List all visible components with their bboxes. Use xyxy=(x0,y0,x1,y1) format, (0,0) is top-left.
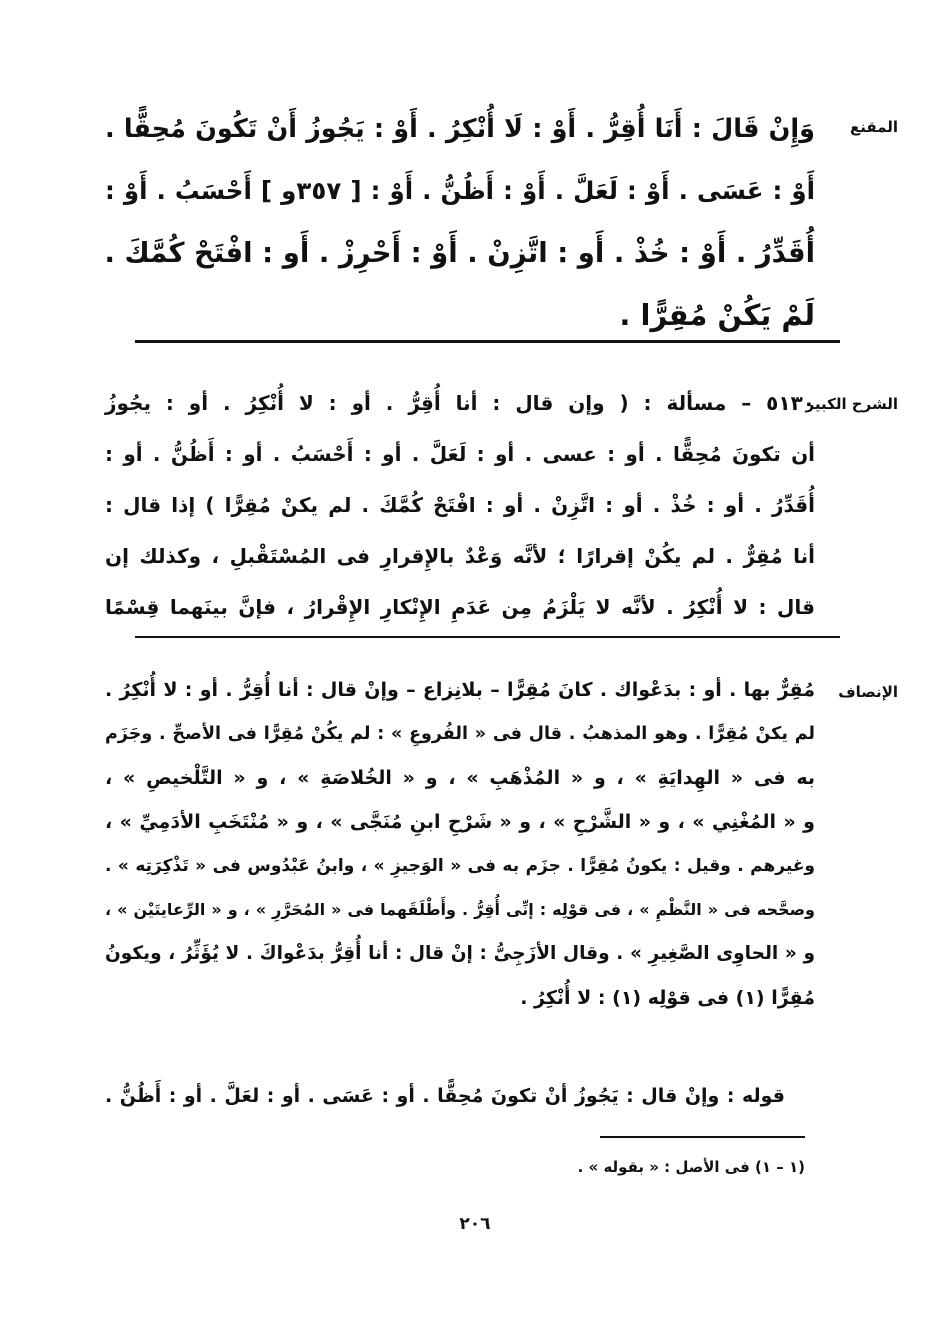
muqni-text xyxy=(105,98,815,346)
section-divider xyxy=(135,636,840,638)
qawluh-text xyxy=(105,1074,815,1118)
footnote: (١ – ١) فى الأصل : « بقوله » . xyxy=(577,1158,805,1176)
insaf-line: مُقِرٌّ بها . أو : بدَعْواك . كانَ مُقِرًّا – بلانِزاع – وإنْ قال : أنا أُقِرُّ . أو : لا أُنْكِرُ . xyxy=(105,679,815,701)
sharh-line: أن تكونَ مُحِقًّا . أو : عسى . أو : لَعَلَّ . أو : أَحْسَبُ . أو : أَظُنُّ . أو : xyxy=(105,442,815,466)
insaf-line: مُقِرًّا (١) فى قوْلِه (١) : لا أُنْكِرُ . xyxy=(520,987,815,1009)
section-divider-thick xyxy=(135,340,840,343)
insaf-text xyxy=(105,668,815,1020)
sharh-label: الشرح الكبير xyxy=(805,395,898,413)
insaf-line: و « الحاوِى الصَّغِيرِ » . وقال الأزَجِىُّ : إنْ قال : أنا أُقِرُّ بدَعْواكَ . لا يُؤَثِّرُ ، ويكونُ xyxy=(105,943,815,964)
muqni-line: أُقَدِّرُ . أَوْ : خُذْ . أَو : اتَّزِنْ . أَوْ : أَحْرِزْ . أَو : افْتَحْ كُمَّكَ . xyxy=(104,237,815,269)
muqni-line: لَمْ يَكُنْ مُقِرًّا . xyxy=(619,298,815,332)
sharh-line: ٥١٣٠ – مسألة : ( وإن قال : أنا أُقِرُّ . أو : لا أُنْكِرُ . أو : يجُوزُ xyxy=(105,391,815,415)
muqni-line: أَوْ : عَسَى . أَوْ : لَعَلَّ . أَوْ : أَظُنُّ . أَوْ : [ ٣٥٧و ] أَحْسَبُ . أَوْ : xyxy=(105,176,815,205)
footnote-divider xyxy=(600,1136,805,1138)
sharh-line: أُقَدِّرُ . أو : خُذْ . أو : اتَّزِنْ . أو : افْتَحْ كُمَّكَ . لم يكنْ مُقِرًّا ) إذا قال : xyxy=(105,493,815,517)
muqni-label: المقنع xyxy=(850,118,898,136)
sharh-text xyxy=(105,378,815,633)
insaf-label: الإنصاف xyxy=(838,683,898,701)
qawluh-line: قوله : وإنْ قال : يَجُوزُ أنْ تكونَ مُحِقًّا . أو : عَسَى . أو : لعَلَّ . أو : أَظُنُّ . xyxy=(105,1085,785,1107)
page-number: ٢٠٦ xyxy=(459,1214,491,1234)
insaf-line: لم يكنْ مُقِرًّا . وهو المذهبُ . قال فى « الفُروعِ » : لم يكُنْ مُقِرًّا فى الأصحِّ . وجَزَم xyxy=(105,724,815,744)
insaf-line: وصحَّحه فى « النَّظْمِ » ، فى قوْلِه : إنِّى أُقِرُّ . وأَطْلَقَهما فى « المُحَرَّرِ » ، و « الرِّعايتَيْن » ، xyxy=(105,900,815,919)
muqni-line: وَإِنْ قَالَ : أَنَا أُقِرُّ . أَوْ : لَا أُنْكِرُ . أَوْ : يَجُوزُ أَنْ تَكُونَ مُحِقًّا . xyxy=(105,114,815,144)
insaf-line: وغيرهم . وقيل : يكونُ مُقِرًّا . جزَم به فى « الوَجيزِ » ، وابنُ عَبْدُوس فى « تَذْكِرَتِه » . xyxy=(105,856,815,876)
insaf-line: و « المُغْنِي » ، و « الشَّرْحِ » ، و « شَرْحِ ابنِ مُنَجَّى » ، و « مُنْتَخَبِ الأدَمِيِّ » ، xyxy=(105,811,815,833)
sharh-line: قال : لا أُنْكِرُ . لأنَّه لا يَلْزَمُ مِن عَدَمِ الإِنْكارِ الإِقْرارُ ، فإنَّ بينَهما قِسْمًا xyxy=(105,595,815,619)
insaf-line: به فى « الهِدايَةِ » ، و « المُذْهَبِ » ، و « الخُلاصَةِ » ، و « التَّلْخيصِ » ، xyxy=(105,767,815,789)
sharh-line: أنا مُقِرٌّ . لم يكُنْ إقرارًا ؛ لأنَّه وَعْدٌ بالإِقرارِ فى المُسْتَقْبلِ ، وكذلك إن xyxy=(105,544,815,568)
